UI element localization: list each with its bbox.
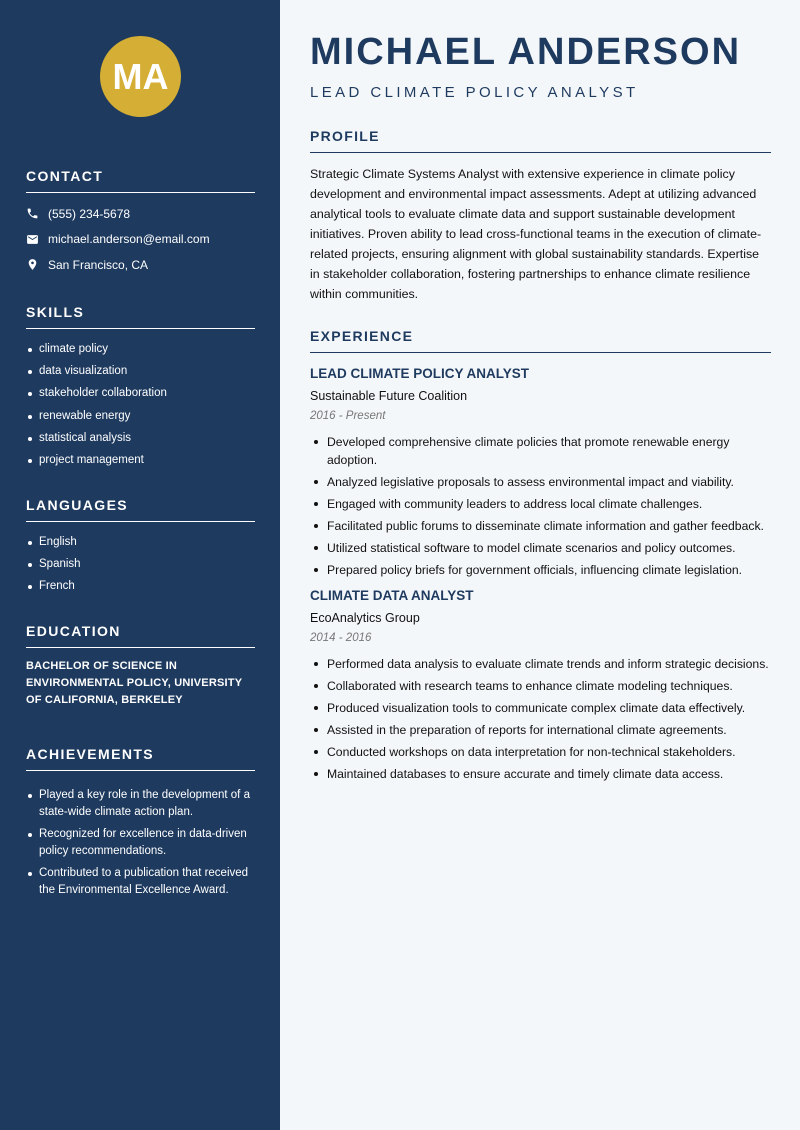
achievement-item: Contributed to a publication that received the Environmental Excellence Award. — [26, 865, 255, 899]
job-bullet: Utilized statistical software to model climate scenarios and policy outcomes. — [310, 539, 771, 557]
job-bullet: Produced visualization tools to communicate complex climate data effectively. — [310, 699, 771, 717]
location-icon — [26, 258, 39, 271]
profile-text: Strategic Climate Systems Analyst with extensive experience in climate policy development and environmental impact assessments. Adept at utilizing advanced analytical tools to evaluate climate data and support sustainable development initiatives. Proven ability to lead cross-functional teams in the execution of climate-related projects, ensuring alignment with global sustainability standards. Expertise in stakeholder collaboration, fostering partnerships to enhance climate resilience within communities. — [310, 167, 762, 301]
language-item: English — [26, 534, 255, 551]
achievement-item: Played a key role in the development of a state-wide climate action plan. — [26, 787, 255, 821]
achievements-heading: ACHIEVEMENTS — [26, 746, 255, 771]
job-entry — [310, 366, 771, 579]
job-bullet: Facilitated public forums to disseminate climate information and gather feedback. — [310, 517, 771, 535]
job-bullet: Developed comprehensive climate policies that promote renewable energy adoption. — [310, 433, 771, 469]
job-dates: 2014 - 2016 — [310, 632, 372, 644]
languages-section — [26, 497, 255, 601]
job-bullet: Engaged with community leaders to address local climate challenges. — [310, 495, 771, 513]
skill-item: renewable energy — [26, 408, 255, 425]
achievements-list — [26, 787, 255, 899]
job-title: CLIMATE DATA ANALYST — [310, 588, 474, 603]
achievement-item: Recognized for excellence in data-driven policy recommendations. — [26, 826, 255, 860]
contact-location — [26, 256, 255, 273]
education-section — [26, 623, 255, 709]
phone-icon — [26, 207, 39, 220]
skills-heading: SKILLS — [26, 304, 255, 329]
languages-list — [26, 534, 255, 595]
candidate-title: LEAD CLIMATE POLICY ANALYST — [310, 84, 639, 101]
skills-list — [26, 341, 255, 469]
contact-heading: CONTACT — [26, 168, 255, 193]
job-bullets — [310, 433, 771, 579]
skill-item: climate policy — [26, 341, 255, 358]
language-item: Spanish — [26, 556, 255, 573]
job-entry — [310, 588, 771, 783]
job-bullet: Assisted in the preparation of reports for international climate agreements. — [310, 721, 771, 739]
sidebar — [0, 0, 280, 1130]
job-bullet: Conducted workshops on data interpretation for non-technical stakeholders. — [310, 743, 771, 761]
email-text: michael.anderson@email.com — [48, 232, 210, 246]
email-icon — [26, 233, 39, 246]
job-bullet: Collaborated with research teams to enhance climate modeling techniques. — [310, 677, 771, 695]
job-bullet: Maintained databases to ensure accurate and timely climate data access. — [310, 765, 771, 783]
contact-phone — [26, 205, 255, 222]
job-title: LEAD CLIMATE POLICY ANALYST — [310, 366, 530, 381]
phone-text: (555) 234-5678 — [48, 206, 131, 221]
education-degree: BACHELOR OF SCIENCE IN ENVIRONMENTAL POLICY, UNIVERSITY OF CALIFORNIA, BERKELEY — [26, 660, 243, 706]
location-text: San Francisco, CA — [48, 257, 149, 272]
skills-section — [26, 304, 255, 474]
job-bullet: Analyzed legislative proposals to assess environmental impact and viability. — [310, 473, 771, 491]
experience-section — [310, 328, 771, 787]
profile-section — [310, 128, 771, 304]
skill-item: project management — [26, 452, 255, 469]
skill-item: data visualization — [26, 363, 255, 380]
job-bullet: Performed data analysis to evaluate climate trends and inform strategic decisions. — [310, 655, 771, 673]
experience-heading: EXPERIENCE — [310, 328, 771, 353]
job-dates: 2016 - Present — [310, 410, 386, 422]
achievements-section — [26, 746, 255, 904]
contact-section — [26, 168, 255, 282]
candidate-name: MICHAEL ANDERSON — [310, 31, 742, 73]
job-bullets — [310, 655, 771, 783]
profile-heading: PROFILE — [310, 128, 771, 153]
skill-item: stakeholder collaboration — [26, 385, 255, 402]
skill-item: statistical analysis — [26, 430, 255, 447]
language-item: French — [26, 578, 255, 595]
languages-heading: LANGUAGES — [26, 497, 255, 522]
job-company: Sustainable Future Coalition — [310, 389, 468, 403]
education-heading: EDUCATION — [26, 623, 255, 648]
job-company: EcoAnalytics Group — [310, 611, 420, 625]
job-bullet: Prepared policy briefs for government officials, influencing climate legislation. — [310, 561, 771, 579]
avatar: MA — [100, 36, 181, 117]
contact-email — [26, 231, 255, 248]
